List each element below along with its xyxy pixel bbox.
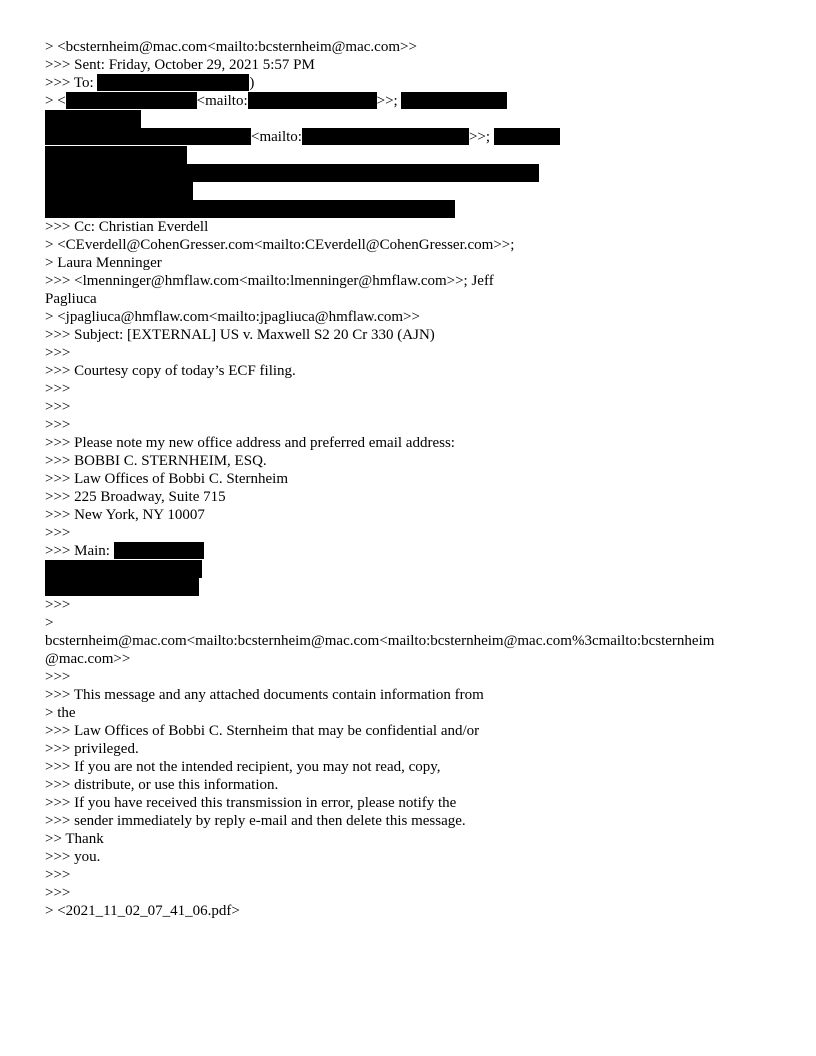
- quote-line: >>>: [45, 345, 71, 361]
- quote-line: >>>: [45, 597, 71, 613]
- disclaimer-line: >>> If you have received this transmission in error, please notify the: [45, 795, 457, 811]
- quote-line: >>>: [45, 399, 71, 415]
- disclaimer-line: >>> This message and any attached documents contain information from: [45, 687, 484, 703]
- redaction-block: [45, 560, 202, 578]
- disclaimer-line: >>> If you are not the intended recipient, you may not read, copy,: [45, 759, 441, 775]
- disclaimer-line: >>> privileged.: [45, 741, 139, 757]
- recipient-line-2: [45, 128, 775, 146]
- to-line: [45, 74, 775, 92]
- quote-line: >>>: [45, 867, 71, 883]
- mailto-close: >>;: [376, 93, 402, 109]
- long-email-line: bcsternheim@mac.com<mailto:bcsternheim@mac.com<mailto:bcsternheim@mac.com%3cmailto:bcsternheim @mac.com>>: [45, 633, 715, 667]
- you-line: >>> you.: [45, 849, 101, 865]
- redaction-block: [45, 164, 539, 182]
- redaction-block: [45, 182, 193, 200]
- disclaimer-line: >>> distribute, or use this information.: [45, 777, 279, 793]
- redacted-line: [45, 146, 775, 164]
- quote-line: >>>: [45, 669, 71, 685]
- quote-line: >>>: [45, 525, 71, 541]
- redacted-line: [45, 560, 775, 578]
- attachment-line: > <2021_11_02_07_41_06.pdf>: [45, 903, 240, 919]
- disclaimer-line: > the: [45, 705, 76, 721]
- recipient-prefix: > <: [45, 93, 66, 109]
- redacted-line: [45, 182, 775, 200]
- mailto-close: >>;: [468, 129, 494, 145]
- redaction-block: [66, 92, 197, 109]
- cc-email3-line: > <jpagliuca@hmflaw.com<mailto:jpagliuca@hmflaw.com>>: [45, 309, 420, 325]
- mailto-open: <mailto:: [251, 129, 302, 145]
- email-body: [45, 38, 775, 920]
- recipient-line-1: [45, 92, 775, 110]
- redaction-block: [45, 110, 141, 128]
- quote-line: >>>: [45, 417, 71, 433]
- redacted-line: [45, 578, 775, 596]
- main-prefix: >>> Main:: [45, 543, 114, 559]
- main-phone-line: [45, 542, 775, 560]
- to-prefix: >>> To:: [45, 75, 98, 91]
- disclaimer-line: >>> Law Offices of Bobbi C. Sternheim that may be confidential and/or: [45, 723, 480, 739]
- cc-line: >>> Cc: Christian Everdell: [45, 219, 209, 235]
- name-line: >>> BOBBI C. STERNHEIM, ESQ.: [45, 453, 267, 469]
- redaction-block: [114, 542, 204, 559]
- redacted-line: [45, 164, 775, 182]
- redacted-line: [45, 200, 775, 218]
- cc-name3-line: Pagliuca: [45, 291, 97, 307]
- redaction-block: [45, 146, 187, 164]
- redaction-block: [45, 578, 199, 596]
- from-line: > <bcsternheim@mac.com<mailto:bcsternheim@mac.com>>: [45, 39, 417, 55]
- redaction-block: [401, 92, 507, 109]
- redaction-block: [97, 74, 249, 91]
- quote-line: >>>: [45, 885, 71, 901]
- street-line: >>> 225 Broadway, Suite 715: [45, 489, 226, 505]
- redaction-block: [302, 128, 469, 145]
- redaction-block: [248, 92, 377, 109]
- firm-line: >>> Law Offices of Bobbi C. Sternheim: [45, 471, 288, 487]
- disclaimer-line: >>> sender immediately by reply e-mail and then delete this message.: [45, 813, 466, 829]
- cc-name2-line: > Laura Menninger: [45, 255, 162, 271]
- mailto-open: <mailto:: [196, 93, 248, 109]
- sent-line: >>> Sent: Friday, October 29, 2021 5:57 PM: [45, 57, 315, 73]
- single-quote-line: >: [45, 615, 54, 631]
- redaction-block: [494, 128, 560, 145]
- redaction-block: [45, 128, 251, 145]
- thank-line: >> Thank: [45, 831, 104, 847]
- redacted-line: [45, 110, 775, 128]
- cc-email2-line: >>> <lmenninger@hmflaw.com<mailto:lmenninger@hmflaw.com>>; Jeff: [45, 273, 494, 289]
- city-line: >>> New York, NY 10007: [45, 507, 205, 523]
- redaction-block: [45, 200, 455, 218]
- note-line: >>> Please note my new office address and preferred email address:: [45, 435, 455, 451]
- cc-email-line: > <CEverdell@CohenGresser.com<mailto:CEverdell@CohenGresser.com>>;: [45, 237, 515, 253]
- subject-line: >>> Subject: [EXTERNAL] US v. Maxwell S2 20 Cr 330 (AJN): [45, 327, 435, 343]
- to-suffix: ): [249, 75, 255, 91]
- quote-line: >>>: [45, 381, 71, 397]
- courtesy-line: >>> Courtesy copy of today’s ECF filing.: [45, 363, 296, 379]
